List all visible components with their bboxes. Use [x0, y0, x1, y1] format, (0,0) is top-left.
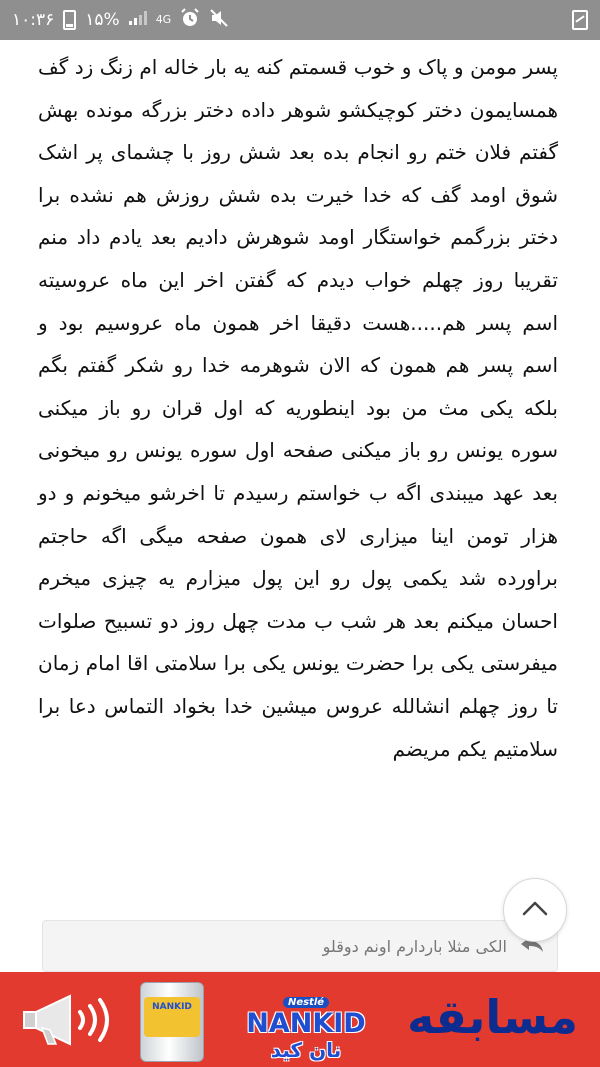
network-4g-icon: 4G	[155, 13, 172, 26]
battery-percent: ۱۵%	[85, 10, 120, 30]
product-can-image	[140, 982, 204, 1062]
post-content	[38, 46, 558, 770]
battery-icon	[63, 10, 76, 30]
brand-small: Nestlé	[283, 997, 329, 1008]
reply-preview[interactable]	[42, 920, 558, 972]
reply-preview-text: الکی مثلا باردارم اونم دوقلو	[322, 936, 507, 956]
signal-icon	[129, 11, 147, 29]
brand-fa: نان کید	[270, 1038, 342, 1062]
ad-banner[interactable]	[0, 972, 600, 1067]
ad-title: مسابقه	[407, 990, 578, 1044]
chevron-up-icon	[522, 900, 548, 920]
status-bar-left	[12, 8, 229, 33]
clock: ۱۰:۳۶	[12, 10, 55, 30]
post-text: پسر مومن و پاک و خوب قسمتم کنه یه بار خاله ام زنگ زد گف همسایمون دختر کوچیکشو شوهر داده دختر بزرگه مونده بهش گفتم فلان ختم رو انجام بده بعد شش روز با چشمای پر اشک شوق اومد گف که خدا خیرت بده شش روزش هم نشده برا دختر بزرگمم خواستگار اومد شوهرش دادیم بعد یادم داد منم تقریبا روز چهلم خواب دیدم که گفتن اخر این ماه عروسیته اسم پسر هم.....هست دقیقا اخر همون ماه عروسیم بود و اسم پسر هم همون که الان شوهرمه خدا رو شکر گفتم بگم بلکه یکی مث من بود اینطوریه که اول قران رو باز میکنی سوره یونس رو باز میکنی صفحه اول سوره یونس رو میخونی بعد عهد میبندی اگه ب خواستم رسیدم تا اخرشو میخونم و دو هزار تومن اینا میزاری لای همون صفحه میگی اگه حاجتم براورده شد یکمی پول رو این پول میزارم یه چیزی میخرم احسان میکنم بعد هر شب ب مدت چهل روز دو تسبیح صلوات میفرستی یکی برا حضرت یونس یکی برا سلامتی اقا امام زمان تا روز چهلم انشالله عروس میشین خدا بخواد التماس دعا برا سلامتیم یکم مریضم	[38, 55, 558, 761]
scroll-to-top-button[interactable]	[503, 878, 567, 942]
brand-main: NANKID	[246, 1008, 366, 1039]
status-bar-right	[572, 10, 588, 30]
status-bar	[0, 0, 600, 40]
brand-logo	[236, 990, 376, 1061]
megaphone-icon	[18, 992, 116, 1052]
document-icon	[572, 10, 588, 30]
alarm-icon	[180, 8, 200, 33]
mute-icon	[209, 8, 229, 33]
product-can-label: NANKID	[144, 997, 200, 1037]
